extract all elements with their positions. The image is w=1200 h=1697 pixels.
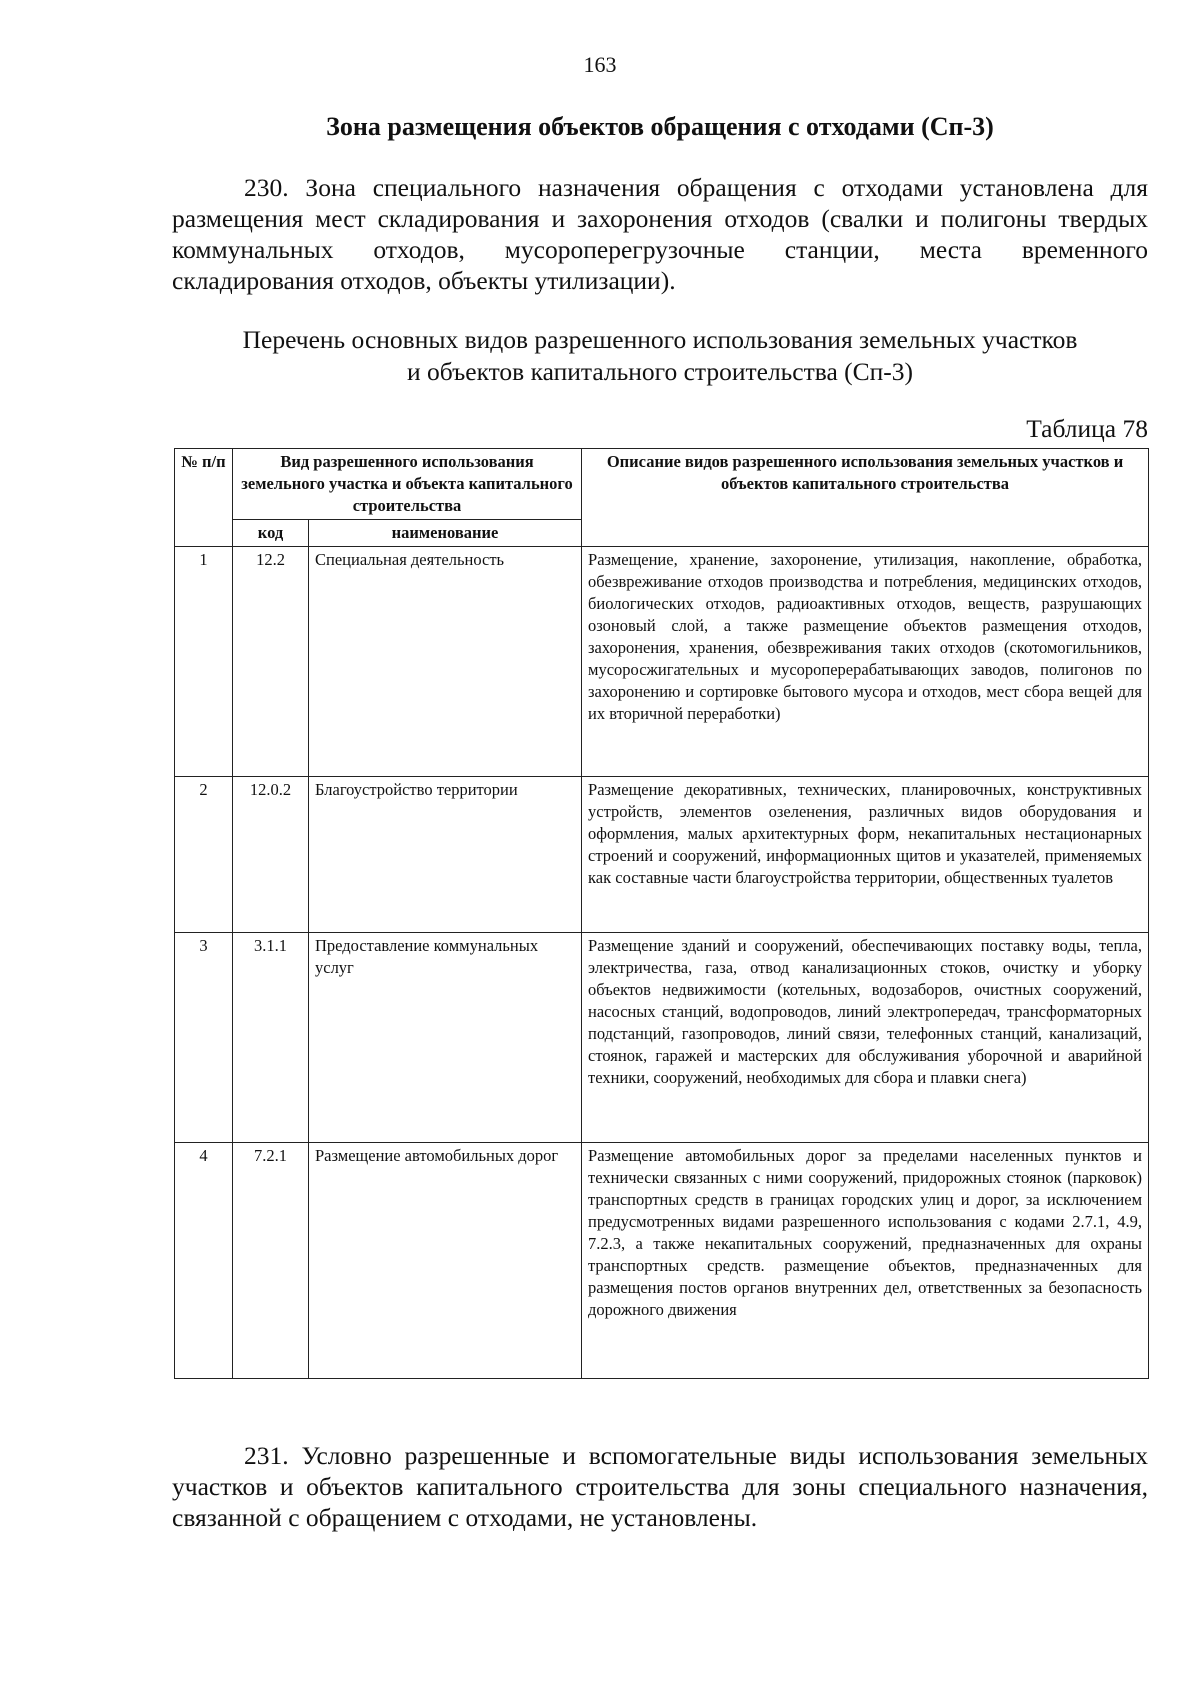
header-num: № п/п	[175, 449, 233, 547]
row-name: Специальная деятельность	[309, 547, 582, 777]
row-num: 4	[175, 1143, 233, 1379]
list-heading-line-2: и объектов капитального строительства (Сп-3)	[406, 357, 914, 386]
page-number: 163	[583, 52, 617, 77]
row-name: Размещение автомобильных дорог	[309, 1143, 582, 1379]
row-name: Благоустройство территории	[309, 777, 582, 933]
row-code: 12.2	[233, 547, 309, 777]
row-code: 3.1.1	[233, 933, 309, 1143]
table-row	[175, 777, 1149, 933]
row-description: Размещение декоративных, технических, планировочных, конструктивных устройств, элементов озеленения, различных видов оборудования и оформления, малых архитектурных форм, некапитальных нестационарных строений и сооружений, информационных щитов и указателей, применяемых как составные части благоустройства территории, общественных туалетов	[582, 777, 1149, 933]
row-name: Предоставление коммунальных услуг	[309, 933, 582, 1143]
row-num: 1	[175, 547, 233, 777]
header-kind: Вид разрешенного использования земельного участка и объекта капитального строительства	[233, 449, 582, 520]
row-code: 7.2.1	[233, 1143, 309, 1379]
header-code: код	[233, 520, 309, 547]
row-description: Размещение зданий и сооружений, обеспечивающих поставку воды, тепла, электричества, газа, отвод канализационных стоков, очистку и уборку объектов недвижимости (котельных, водозаборов, очистных сооружений, насосных станций, водопроводов, линий электропередач, трансформаторных подстанций, газопроводов, линий связи, телефонных станций, канализаций, стоянок, гаражей и мастерских для обслуживания уборочной и аварийной техники, сооружений, необходимых для сбора и плавки снега)	[582, 933, 1149, 1143]
list-heading	[160, 324, 1160, 388]
row-description: Размещение автомобильных дорог за пределами населенных пунктов и технически связанных с ними сооружений, придорожных стоянок (парковок) транспортных средств в границах городских улиц и дорог, за исключением предусмотренных видами разрешенного использования с кодами 2.7.1, 4.9, 7.2.3, а также некапитальных сооружений, предназначенных для охраны транспортных средств. размещение объектов, предназначенных для размещения постов органов внутренних дел, ответственных за безопасность дорожного движения	[582, 1143, 1149, 1379]
permitted-use-table	[174, 448, 1149, 1379]
header-description: Описание видов разрешенного использования земельных участков и объектов капитального строительства	[582, 449, 1149, 547]
table-row	[175, 1143, 1149, 1379]
paragraph-230: 230. Зона специального назначения обращения с отходами установлена для размещения мест складирования и захоронения отходов (свалки и полигоны твердых коммунальных отходов, мусороперегрузочные станции, места временного складирования отходов, объекты утилизации).	[172, 173, 1148, 295]
table-caption: Таблица 78	[1026, 414, 1148, 443]
paragraph-231: 231. Условно разрешенные и вспомогательные виды использования земельных участков и объектов капитального строительства для зоны специального назначения, связанной с обращением с отходами, не установлены.	[172, 1441, 1148, 1532]
list-heading-line-1: Перечень основных видов разрешенного использования земельных участков	[242, 325, 1078, 354]
row-code: 12.0.2	[233, 777, 309, 933]
table-row	[175, 933, 1149, 1143]
row-num: 3	[175, 933, 233, 1143]
row-description: Размещение, хранение, захоронение, утилизация, накопление, обработка, обезвреживание отходов производства и потребления, медицинских отходов, биологических отходов, радиоактивных отходов, веществ, разрушающих озоновый слой, а также размещение объектов размещения отходов, захоронения, хранения, обезвреживания таких отходов (скотомогильников, мусоросжигательных и мусороперерабатывающих заводов, полигонов по захоронению и сортировке бытового мусора и отходов, мест сбора вещей для их вторичной переработки)	[582, 547, 1149, 777]
row-num: 2	[175, 777, 233, 933]
zone-title: Зона размещения объектов обращения с отходами (Сп-3)	[326, 112, 994, 141]
table-row	[175, 547, 1149, 777]
header-name: наименование	[309, 520, 582, 547]
